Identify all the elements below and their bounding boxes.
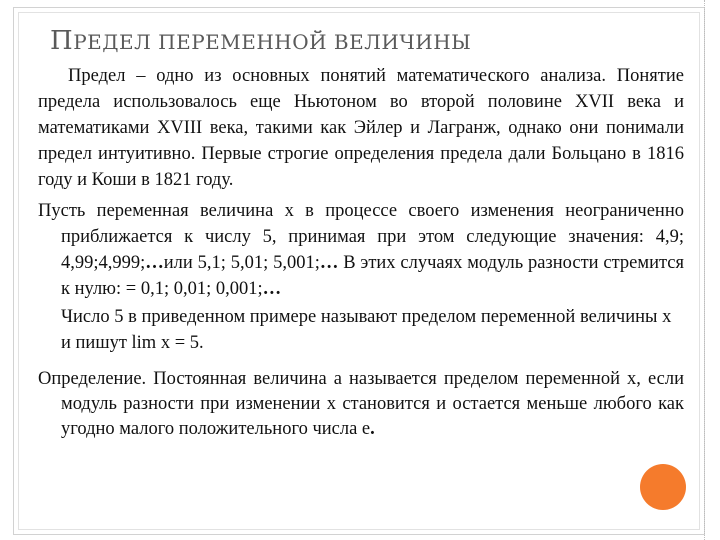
ellipsis-3: …	[262, 279, 282, 299]
example-text-start: Пусть переменная величина х в процессе своего изменения неограниченно приближается к числу 5, принимая при этом следующие значения: 4,9; 4,99;4,999;	[38, 201, 684, 273]
slide-title-initial: П	[50, 26, 74, 56]
example-paragraph	[38, 198, 684, 302]
slide-title-rest: РЕДЕЛ ПЕРЕМЕННОЙ ВЕЛИЧИНЫ	[73, 30, 472, 54]
definition-period: .	[370, 419, 375, 439]
definition-text: Определение. Постоянная величина а называется пределом переменной х, если модуль разности при изменении х становится и остается меньше любого как угодно малого положительного числа е	[38, 369, 684, 439]
intro-paragraph: Предел – одно из основных понятий математического анализа. Понятие предела использовалось еще Ньютоном во второй половине XVII века и математиками XVIII века, такими как Эйлер и Лагранж, однако они понимали предел интуитивно. Первые строгие определения предела дали Больцано в 1816 году и Коши в 1821 году.	[38, 66, 684, 190]
dotted-divider	[704, 0, 705, 540]
example-text-mid: или 5,1; 5,01; 5,001;	[163, 253, 320, 273]
example-text-end: В этих случаях модуль разности стремится к нулю: = 0,1; 0,01; 0,001;	[61, 253, 685, 299]
ellipsis-2: …	[319, 253, 339, 273]
slide-body	[38, 63, 684, 442]
definition-paragraph	[38, 367, 684, 442]
slide-title	[50, 26, 471, 56]
ellipsis-1: …	[145, 253, 164, 273]
orange-circle-decoration	[640, 464, 686, 510]
limit-paragraph: Число 5 в приведенном примере называют пределом переменной величины х и пишут lim x = 5.	[61, 307, 672, 353]
